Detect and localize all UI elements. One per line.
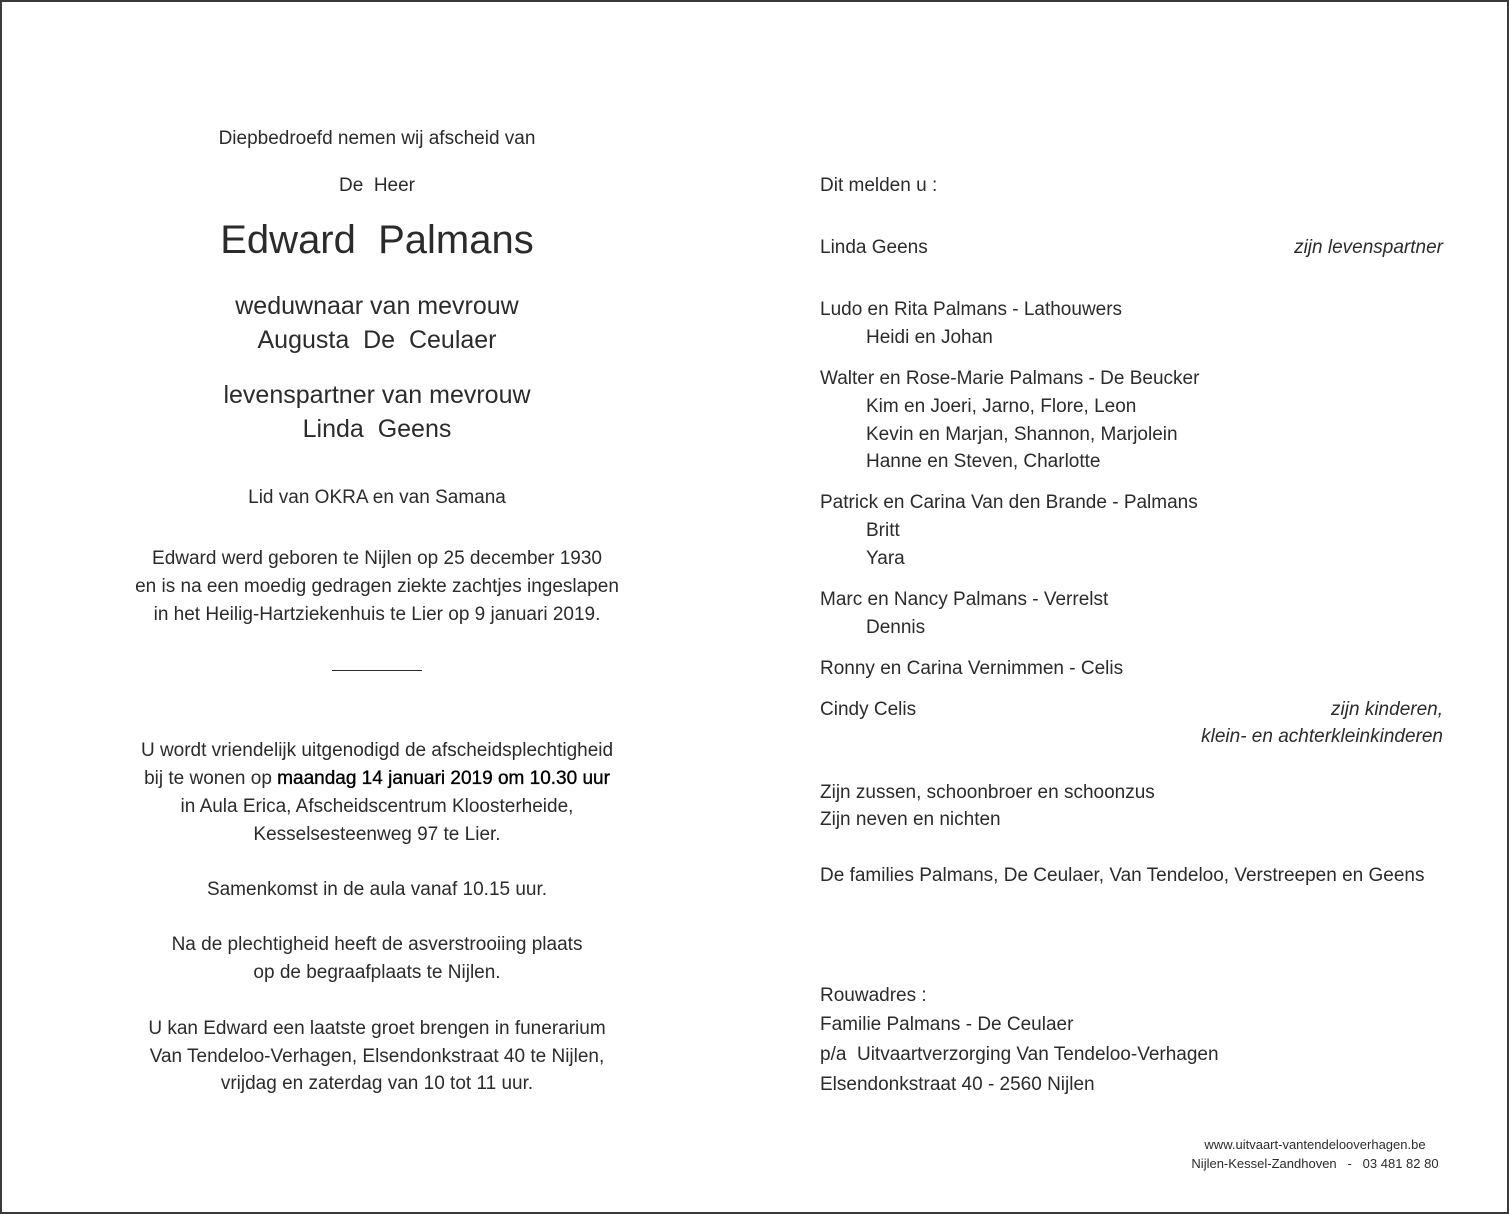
partner-label: levenspartner van mevrouw <box>223 381 531 409</box>
relatives-line: Zijn neven en nichten <box>820 809 1001 830</box>
mourner-role: zijn levenspartner <box>1294 237 1443 258</box>
deceased-name: Edward Palmans <box>220 218 534 262</box>
announce-text: Dit melden u : <box>820 175 938 196</box>
family-member: Yara <box>866 548 905 569</box>
address-label: Rouwadres : <box>820 985 927 1006</box>
families-line: De families Palmans, De Ceulaer, Van Tendeloo, Verstreepen en Geens <box>820 865 1425 886</box>
family-head: Walter en Rose-Marie Palmans - De Beucker <box>820 368 1200 389</box>
relatives-line: Zijn zussen, schoonbroer en schoonzus <box>820 782 1155 803</box>
visit-line: vrijdag en zaterdag van 10 tot 11 uur. <box>220 1073 534 1094</box>
bio-line: in het Heilig-Hartziekenhuis te Lier op 9 januari 2019. <box>153 604 601 625</box>
invitation-date-line <box>0 765 754 793</box>
gathering-text: Samenkomst in de aula vanaf 10.15 uur. <box>206 879 548 900</box>
membership-text: Lid van OKRA en van Samana <box>248 487 506 508</box>
family-member: Kevin en Marjan, Shannon, Marjolein <box>866 424 1178 445</box>
bio-line: en is na een moedig gedragen ziekte zachtjes ingeslapen <box>135 576 619 597</box>
invitation-line: U wordt vriendelijk uitgenodigd de afscheidsplechtigheid <box>140 740 614 761</box>
ceremony-datetime: maandag 14 januari 2019 om 10.30 uur <box>277 768 610 789</box>
family-member: Dennis <box>866 617 926 638</box>
title-prefix: De Heer <box>338 175 416 196</box>
divider <box>332 670 422 671</box>
address-line: Elsendonkstraat 40 - 2560 Nijlen <box>820 1074 1095 1095</box>
mourner-name: Linda Geens <box>820 237 928 258</box>
visit-line: U kan Edward een laatste groet brengen in funerarium <box>148 1018 606 1039</box>
family-head: Marc en Nancy Palmans - Verrelst <box>820 589 1109 610</box>
late-spouse-name: Augusta De Ceulaer <box>257 326 497 354</box>
bio-line: Edward werd geboren te Nijlen op 25 december 1930 <box>152 548 602 569</box>
visit-line: Van Tendeloo-Verhagen, Elsendonkstraat 40 te Nijlen, <box>149 1046 605 1067</box>
partner-name: Linda Geens <box>302 415 452 443</box>
ceremony-line: op de begraafplaats te Nijlen. <box>253 962 501 983</box>
family-head: Ronny en Carina Vernimmen - Celis <box>820 658 1124 679</box>
family-member: Heidi en Johan <box>866 327 993 348</box>
mourner-role: klein- en achterkleinkinderen <box>1201 726 1443 747</box>
invitation-prefix: bij te wonen op <box>144 768 278 789</box>
footer-website: www.uitvaart-vantendelooverhagen.be <box>1204 1137 1426 1152</box>
invitation-line: Kesselsesteenweg 97 te Lier. <box>253 824 501 845</box>
invitation-line: in Aula Erica, Afscheidscentrum Kloosterheide, <box>180 796 574 817</box>
footer-contact: Nijlen-Kessel-Zandhoven - 03 481 82 80 <box>1191 1156 1439 1171</box>
widower-label: weduwnaar van mevrouw <box>235 292 519 320</box>
intro-text: Diepbedroefd nemen wij afscheid van <box>218 128 536 149</box>
family-member: Hanne en Steven, Charlotte <box>866 451 1101 472</box>
address-line: Familie Palmans - De Ceulaer <box>820 1014 1074 1035</box>
ceremony-line: Na de plechtigheid heeft de asverstrooiing plaats <box>171 934 583 955</box>
family-head: Ludo en Rita Palmans - Lathouwers <box>820 299 1123 320</box>
family-member: Britt <box>866 520 900 541</box>
family-member: Kim en Joeri, Jarno, Flore, Leon <box>866 396 1137 417</box>
address-line: p/a Uitvaartverzorging Van Tendeloo-Verhagen <box>820 1044 1219 1065</box>
family-head: Cindy Celis <box>820 699 917 720</box>
mourner-role: zijn kinderen, <box>1331 699 1443 720</box>
family-head: Patrick en Carina Van den Brande - Palmans <box>820 492 1198 513</box>
